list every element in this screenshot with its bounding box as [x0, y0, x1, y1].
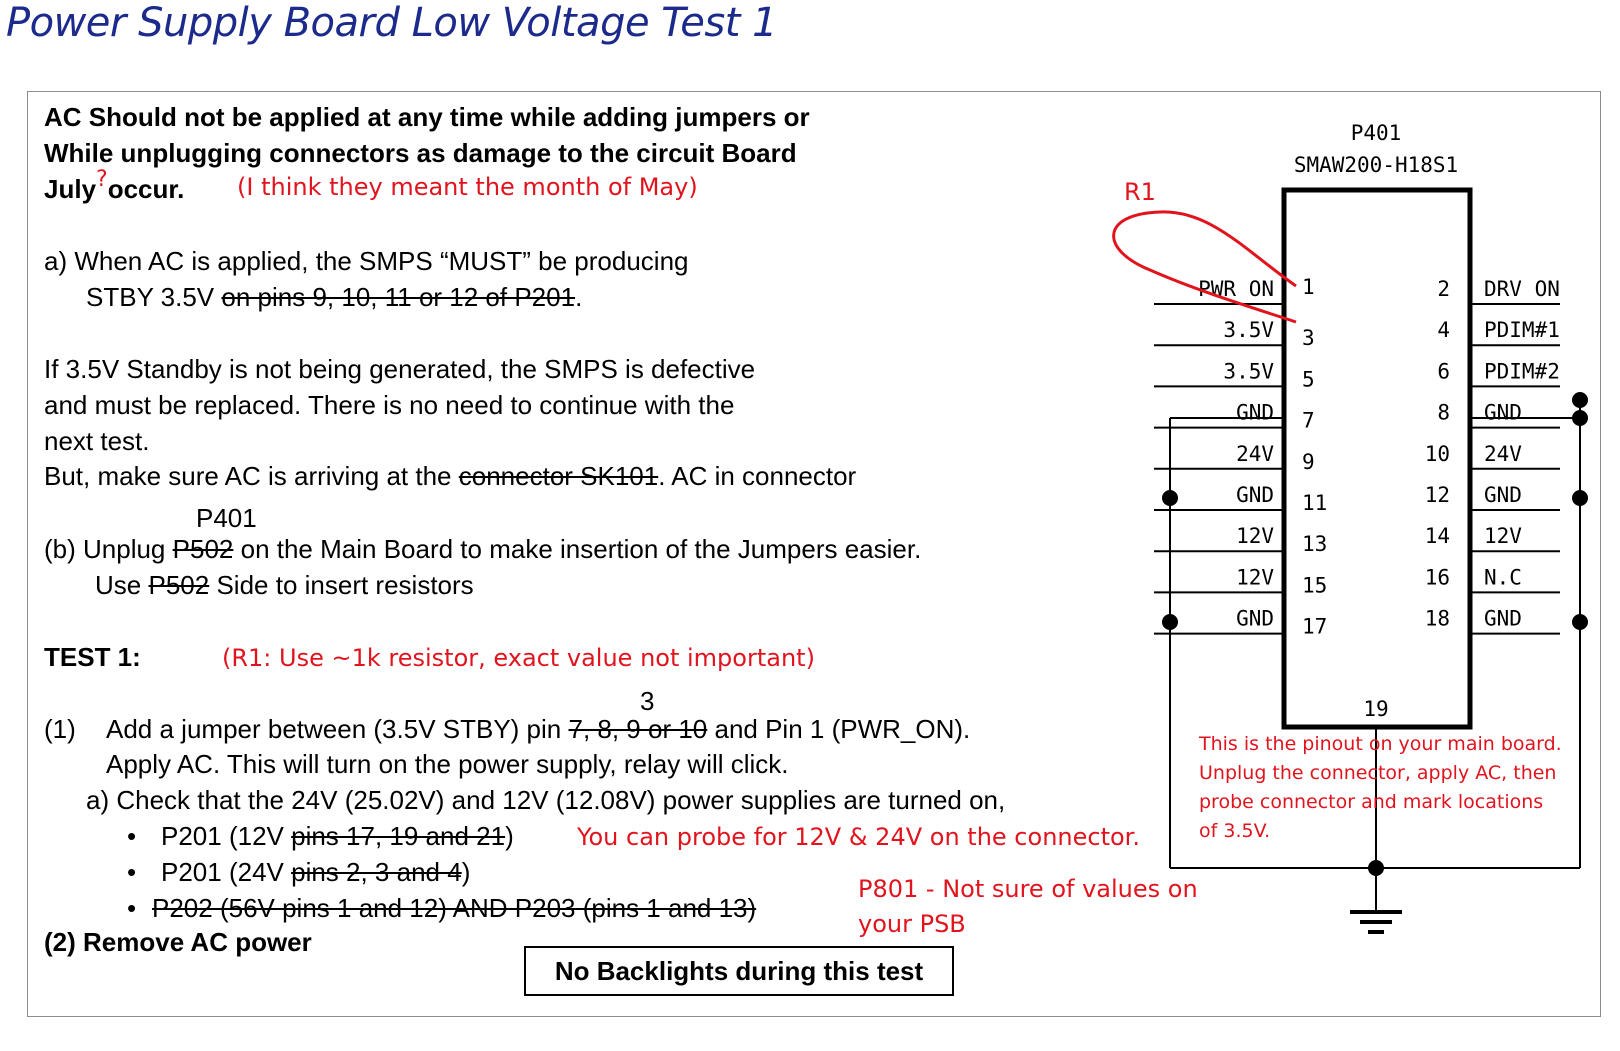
p801-note-line-1: P801 - Not sure of values on [858, 875, 1198, 903]
month-note: (I think they meant the month of May) [237, 173, 698, 201]
test1-label: TEST 1: [44, 642, 141, 672]
right-pin-number: 18 [1424, 606, 1450, 631]
left-pin-number: 7 [1302, 408, 1315, 433]
step-a-line-2: STBY 3.5V on pins 9, 10, 11 or 12 of P201. [86, 282, 583, 312]
junction-dot-right-12 [1572, 490, 1588, 506]
right-pin-number: 6 [1437, 359, 1450, 384]
r1-jumper-loop [1114, 212, 1296, 322]
right-pin-number: 12 [1424, 483, 1450, 507]
left-pin-number: 5 [1302, 367, 1315, 392]
warning-line-1: AC Should not be applied at any time while adding jumpers or [44, 102, 810, 132]
step-b-line-1: (b) Unplug P502 on the Main Board to make insertion of the Jumpers easier. [44, 534, 922, 564]
left-pin-label: PWR ON [1198, 277, 1274, 301]
junction-dot-right-8 [1572, 392, 1588, 408]
left-pin-number: 15 [1302, 573, 1328, 598]
left-pin-number: 3 [1302, 326, 1315, 351]
p801-note-line-2: your PSB [858, 910, 966, 938]
left-pin-label: 3.5V [1223, 318, 1274, 343]
right-pin-number: 4 [1437, 318, 1450, 343]
item-1-line-2: Apply AC. This will turn on the power supply, relay will click. [106, 749, 789, 779]
right-pin-label: PDIM#2 [1484, 359, 1560, 384]
right-pin-label: GND [1484, 400, 1522, 425]
right-pin-number: 8 [1437, 400, 1450, 425]
left-pin-number: 11 [1302, 491, 1328, 515]
bullet-3: • P202 (56V pins 1 and 12) AND P203 (pins 1 and 13) [127, 893, 757, 923]
question-mark: ? [96, 167, 108, 192]
pinout-note-line-4: of 3.5V. [1199, 820, 1271, 842]
step-b-line-2: Use P502 Side to insert resistors [95, 570, 474, 600]
right-pin-label: 12V [1484, 524, 1522, 549]
right-pin-label: GND [1484, 483, 1522, 507]
left-pin-number: 17 [1302, 614, 1328, 639]
left-pin-number: 9 [1302, 449, 1315, 474]
left-pin-number: 1 [1302, 275, 1315, 299]
right-pin-label: GND [1484, 606, 1522, 631]
standby-line-3: next test. [44, 426, 150, 456]
right-pin-number: 16 [1424, 565, 1450, 590]
item-2: (2) Remove AC power [44, 927, 312, 957]
right-pin-label: 24V [1484, 441, 1522, 466]
bullet-1: • P201 (12V pins 17, 19 and 21) [127, 821, 514, 851]
connector-part: SMAW200-H18S1 [1293, 153, 1459, 177]
left-pin-label: 12V [1236, 565, 1274, 590]
standby-line-2: and must be replaced. There is no need to continue with the [44, 390, 735, 420]
r1-label: R1 [1124, 178, 1156, 206]
junction-dot-left-11 [1162, 490, 1178, 506]
warning-line-2: While unplugging connectors as damage to the circuit Board [44, 138, 797, 168]
resistor-note: (R1: Use ~1k resistor, exact value not important) [222, 644, 815, 672]
standby-line-4: But, make sure AC is arriving at the connector SK101. AC in connector [44, 461, 857, 491]
pin3-annotation: 3 [640, 686, 655, 716]
pinout-note-line-2: Unplug the connector, apply AC, then [1199, 762, 1557, 784]
right-pin-number: 2 [1437, 277, 1450, 301]
probe-note: You can probe for 12V & 24V on the connector. [577, 823, 1140, 851]
standby-line-1: If 3.5V Standby is not being generated, the SMPS is defective [44, 354, 756, 384]
check-line: a) Check that the 24V (25.02V) and 12V (12.08V) power supplies are turned on, [86, 785, 1006, 815]
warning-line-3: July?occur. [44, 167, 185, 204]
junction-dot-right-18 [1572, 614, 1588, 630]
left-pin-label: 12V [1236, 524, 1274, 549]
left-pin-number: 13 [1302, 532, 1328, 557]
right-pin-label: N.C [1484, 565, 1522, 590]
left-pin-label: GND [1236, 400, 1274, 425]
left-pin-label: GND [1236, 483, 1274, 507]
right-pin-number: 10 [1424, 441, 1450, 466]
right-pin-number: 14 [1424, 524, 1450, 549]
pinout-note-line-1: This is the pinout on your main board. [1199, 733, 1562, 755]
pinout-note-line-3: probe connector and mark locations [1199, 791, 1544, 813]
pin-19-number: 19 [1363, 697, 1389, 721]
no-backlights-box: No Backlights during this test [524, 946, 954, 996]
step-a-line-1: a) When AC is applied, the SMPS “MUST” be producing [44, 246, 689, 276]
left-pin-label: 3.5V [1223, 359, 1274, 384]
page-title: Power Supply Board Low Voltage Test 1 [6, 0, 778, 46]
left-pin-label: 24V [1236, 441, 1274, 466]
junction-dot-right-10 [1572, 410, 1588, 426]
item-1-number: (1) [44, 714, 76, 744]
bullet-2: • P201 (24V pins 2, 3 and 4) [127, 857, 471, 887]
item-1-line-1: Add a jumper between (3.5V STBY) pin 7, 8, 9 or 10 and Pin 1 (PWR_ON). [106, 714, 971, 744]
junction-dot-left-17 [1162, 614, 1178, 630]
right-pin-label: PDIM#1 [1484, 318, 1560, 343]
left-pin-label: GND [1236, 606, 1274, 631]
connector-name: P401 [1350, 121, 1402, 145]
ground-junction [1368, 860, 1384, 876]
p401-annotation: P401 [196, 503, 257, 533]
right-pin-label: DRV ON [1484, 277, 1560, 301]
